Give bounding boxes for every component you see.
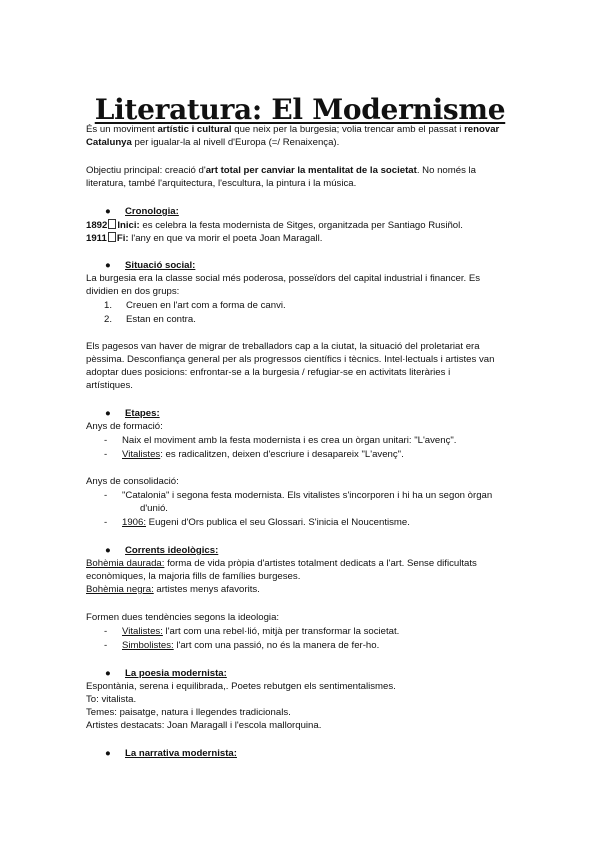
bullet-icon: ● (105, 748, 111, 759)
corrents-tendencies: Formen dues tendències segons la ideologia: (86, 612, 280, 623)
list-item: - Vitalistes: l'art com una rebel·lió, mitjà per transformar la societat. (104, 626, 400, 637)
list-item: 2. Estan en contra. (104, 314, 196, 325)
social-para-2-line-4: artístiques. (86, 380, 133, 391)
bullet-icon: ● (105, 408, 111, 419)
list-item: - Vitalistes: es radicalitzen, deixen d'escriure i desapareix "L'avenç". (104, 449, 404, 460)
arrow-icon (108, 232, 116, 242)
social-para-2-line-2: pèssima. Desconfiança general per als progressos científics i tècnics. Intel·lectuals i artistes van (86, 354, 495, 365)
bullet-icon: ● (105, 206, 111, 217)
bullet-icon: ● (105, 545, 111, 556)
list-item: - "Catalonia" i segona festa modernista. Els vitalistes s'incorporen i hi ha un segon òrgan (104, 490, 493, 501)
corrents-daurada-line-1: Bohèmia daurada: forma de vida pròpia d'artistes totalment dedicats a l'art. Sense dificultats (86, 558, 477, 569)
list-item-continuation: d'unió. (140, 503, 168, 514)
poesia-line-3: Temes: paisatge, natura i llegendes tradicionals. (86, 707, 291, 718)
etapes-consolidacio-label: Anys de consolidació: (86, 476, 179, 487)
cronologia-line-2: 1911 Fi: l'any en que va morir el poeta Joan Maragall. (86, 233, 323, 244)
bullet-icon: ● (105, 668, 111, 679)
list-item: - 1906: Eugeni d'Ors publica el seu Glossari. S'inicia el Noucentisme. (104, 517, 410, 528)
intro-line-1: És un moviment artístic i cultural que neix per la burgesia; volia trencar amb el passat i renovar (86, 124, 500, 135)
social-line-2: dividien en dos grups: (86, 286, 180, 297)
corrents-daurada-line-2: econòmiques, la majoria fills de famílies burgeses. (86, 571, 301, 582)
section-heading-etapes: ● Etapes: (105, 408, 160, 419)
section-heading-social: ● Situació social: (105, 260, 196, 271)
list-item: - Simbolistes: l'art com una passió, no és la manera de fer-ho. (104, 640, 380, 651)
bullet-icon: ● (105, 260, 111, 271)
poesia-line-2: To: vitalista. (86, 694, 137, 705)
objective-line-1: Objectiu principal: creació d'art total per canviar la mentalitat de la societat. No només la (86, 165, 477, 176)
social-line-1: La burgesia era la classe social més poderosa, posseïdors del capital industrial i financer. Es (86, 273, 481, 284)
arrow-icon (108, 219, 116, 229)
list-item: - Naix el moviment amb la festa modernista i es crea un òrgan unitari: "L'avenç". (104, 435, 457, 446)
poesia-line-4: Artistes destacats: Joan Maragall i l'escola mallorquina. (86, 720, 322, 731)
section-heading-poesia: ● La poesia modernista: (105, 668, 227, 679)
list-item: 1. Creuen en l'art com a forma de canvi. (104, 300, 286, 311)
social-para-2-line-3: adoptar dues posicions: enfrontar-se a la burgesia / refugiar-se en activitats literàries i (86, 367, 451, 378)
intro-line-2: Catalunya per igualar-la al nivell d'Europa (=/ Renaixença). (86, 137, 340, 148)
poesia-line-1: Espontània, serena i equilibrada,. Poetes rebutgen els sentimentalismes. (86, 681, 396, 692)
corrents-negra-line: Bohèmia negra: artistes menys afavorits. (86, 584, 260, 595)
cronologia-line-1: 1892 Inici: es celebra la festa modernista de Sitges, organitzada per Santiago Rusiñol. (86, 220, 463, 231)
section-heading-narrativa: ● La narrativa modernista: (105, 748, 237, 759)
section-heading-cronologia: ● Cronologia: (105, 206, 179, 217)
etapes-formacio-label: Anys de formació: (86, 421, 163, 432)
social-para-2-line-1: Els pagesos van haver de migrar de treballadors cap a la ciutat, la situació del proletariat era (86, 341, 480, 352)
section-heading-corrents: ● Corrents ideològics: (105, 545, 219, 556)
page-title: Literatura: El Modernisme (94, 92, 506, 126)
objective-line-2: literatura, també l'arquitectura, l'escultura, la pintura i la música. (86, 178, 357, 189)
